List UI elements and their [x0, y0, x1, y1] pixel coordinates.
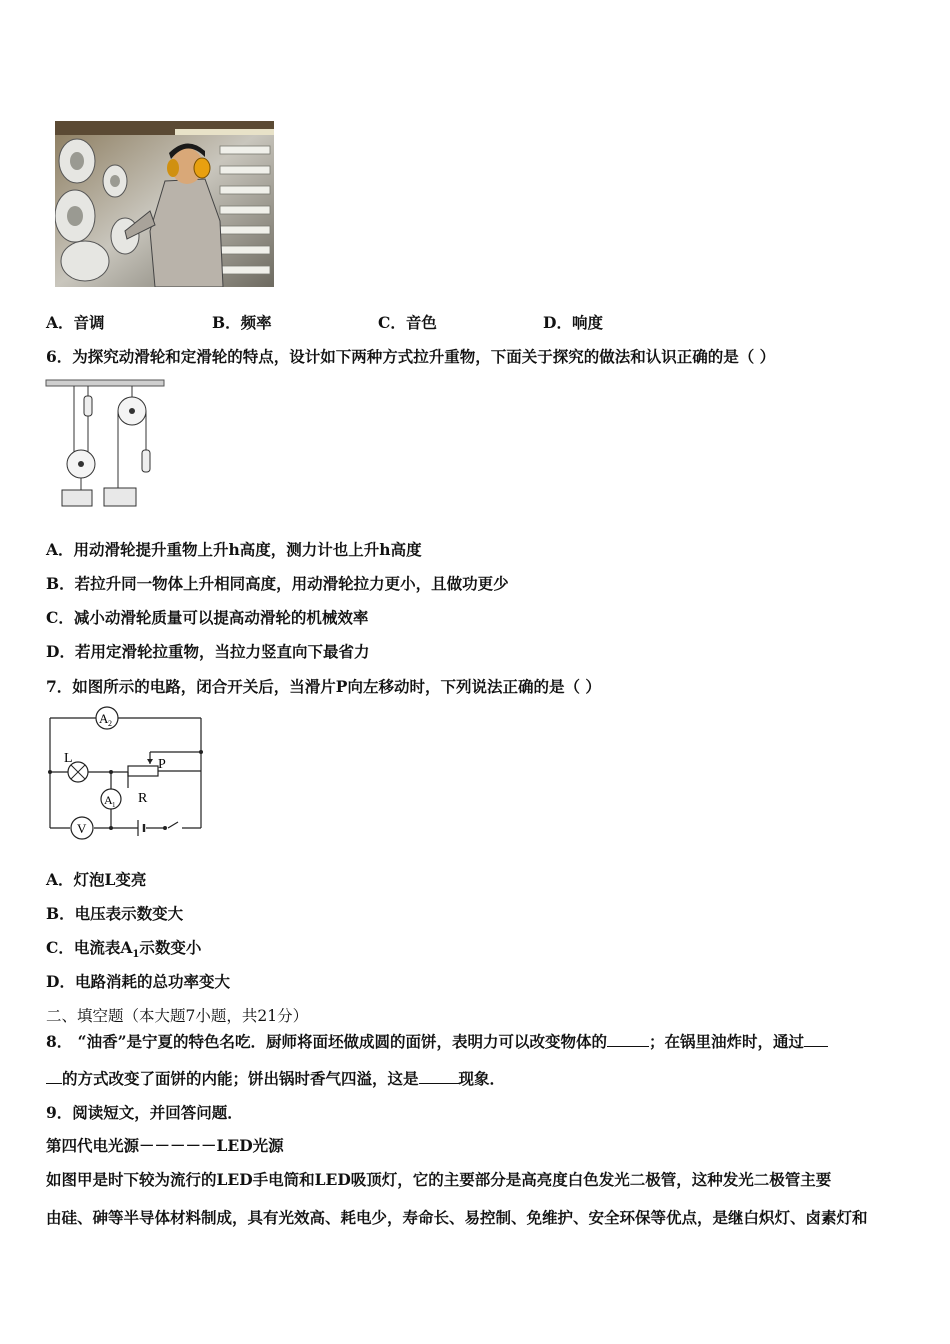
q8-line1-text-b: ；在锅里油炸时，通过 — [649, 1032, 805, 1051]
q7-option-d: D．电路消耗的总功率变大 — [46, 972, 230, 991]
q5-option-d: D．响度 — [543, 313, 603, 332]
q9-stem: 9．阅读短文，并回答问题． — [46, 1103, 243, 1122]
q7-option-a: A．灯泡L变亮 — [46, 870, 147, 889]
circuit-diagram — [44, 704, 214, 850]
q7-option-c-subscript: 1 — [132, 949, 140, 961]
q8-line2 — [46, 1067, 505, 1089]
slider-label: P — [158, 757, 166, 772]
q7-option-c-text: C．电流表A — [46, 938, 133, 957]
q9-paragraph-line1: 如图甲是时下较为流行的LED手电筒和LED吸顶灯，它的主要部分是高亮度白色发光二极管，这种发光二极管主要 — [46, 1170, 832, 1189]
ammeter-a1-label: A — [104, 793, 113, 807]
pulley-diagram — [44, 378, 168, 510]
q8-line2-text-a: 的方式改变了面饼的内能；饼出锅时香气四溢，这是 — [62, 1069, 419, 1088]
q6-option-c: C．减小动滑轮质量可以提高动滑轮的机械效率 — [46, 608, 369, 627]
q8-blank-3[interactable] — [419, 1069, 459, 1084]
q7-stem: 7．如图所示的电路，闭合开关后，当滑片P向左移动时，下列说法正确的是（ ） — [46, 677, 601, 696]
q8-line1 — [46, 1030, 828, 1052]
q8-blank-1[interactable] — [607, 1032, 649, 1047]
q6-stem: 6．为探究动滑轮和定滑轮的特点，设计如下两种方式拉升重物，下面关于探究的做法和认识正确的是（ ） — [46, 347, 776, 366]
q7-option-c — [46, 936, 201, 960]
factory-photo-drawing — [55, 121, 274, 287]
q7-option-c-tail: 示数变小 — [139, 938, 202, 957]
q8-blank-2a[interactable] — [804, 1032, 828, 1047]
q7-option-b: B．电压表示数变大 — [46, 904, 184, 923]
factory-worker-photo — [55, 121, 274, 287]
q5-option-a: A．音调 — [46, 313, 105, 332]
q6-option-d: D．若用定滑轮拉重物，当拉力竖直向下最省力 — [46, 642, 370, 661]
q5-option-b: B．频率 — [212, 313, 272, 332]
q8-blank-2b[interactable] — [46, 1069, 62, 1084]
section2-heading: 二、填空题（本大题7小题，共21分） — [46, 1007, 309, 1025]
ammeter-a2-label: A — [99, 711, 109, 726]
q9-title: 第四代电光源－－－－－LED光源 — [46, 1136, 284, 1155]
ammeter-a2-subscript: 2 — [108, 719, 112, 728]
resistor-label: R — [138, 791, 148, 806]
q6-option-b: B．若拉升同一物体上升相同高度，用动滑轮拉力更小，且做功更少 — [46, 574, 509, 593]
voltmeter-label: V — [77, 821, 87, 836]
ammeter-a1-subscript: 1 — [112, 801, 116, 809]
q6-option-a: A．用动滑轮提升重物上升h高度，测力计也上升h高度 — [46, 540, 422, 559]
lamp-label: L — [64, 751, 73, 766]
q5-option-c: C．音色 — [378, 313, 437, 332]
q8-line1-text-a: 8． “油香”是宁夏的特色名吃．厨师将面坯做成圆的面饼，表明力可以改变物体的 — [46, 1032, 608, 1051]
q8-line2-text-b: 现象． — [458, 1069, 506, 1088]
q9-paragraph-line2: 由硅、砷等半导体材料制成，具有光效高、耗电少，寿命长、易控制、免维护、安全环保等优点，是继白炽灯、卤素灯和 — [46, 1208, 868, 1227]
